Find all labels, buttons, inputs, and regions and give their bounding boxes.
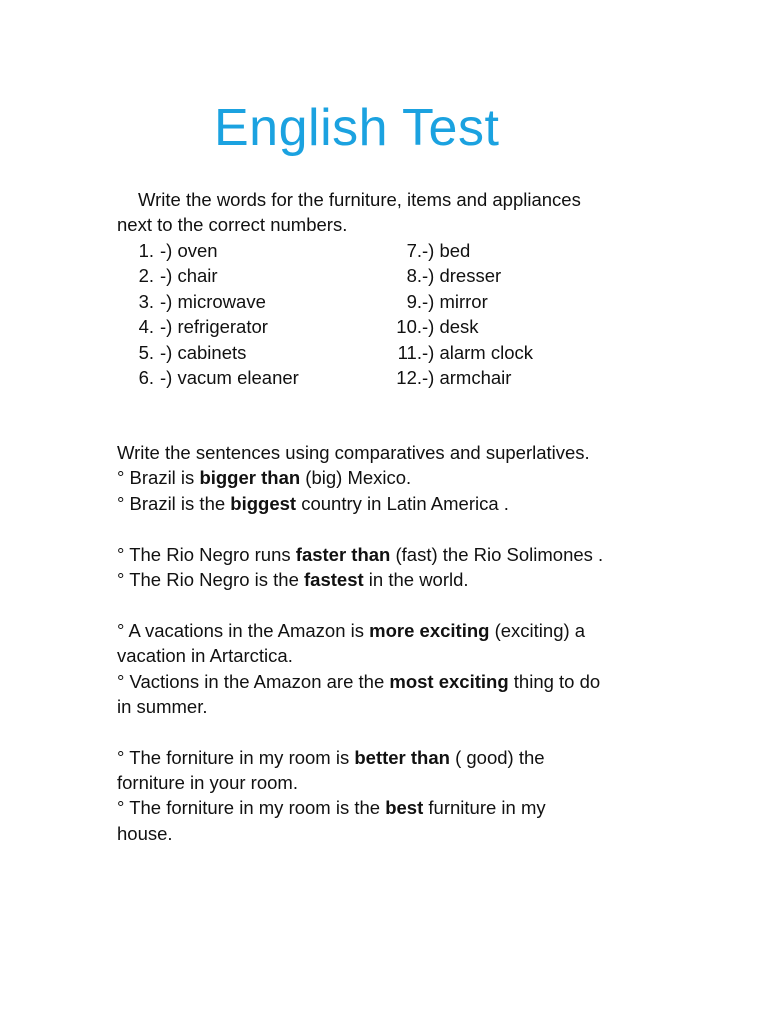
list-text: -) alarm clock — [422, 341, 534, 363]
list-number: 1. — [138, 240, 154, 261]
sentence-text: country in Latin America . — [296, 492, 509, 514]
list-item — [134, 289, 299, 314]
intro-line-1: Write the words for the furniture, items and appliances — [138, 189, 581, 210]
list-text: -) armchair — [422, 367, 512, 389]
answer-text: bigger than — [199, 467, 301, 489]
page-title: English Test — [214, 99, 500, 157]
answer-text: better than — [354, 746, 450, 768]
answer-text: best — [385, 797, 424, 819]
sentence-text: (fast) the Rio Solimones . — [390, 543, 604, 565]
answer-text: faster than — [295, 543, 391, 565]
sentence-text: ° The forniture in my room is the — [117, 797, 386, 819]
list-text: -) oven — [160, 240, 218, 261]
list-number: 10. — [396, 316, 422, 338]
list-number: 3. — [138, 290, 154, 312]
sentence-7 — [117, 745, 603, 770]
vocab-list-right — [380, 238, 533, 390]
sentence-5 — [117, 618, 603, 643]
sentence-text: in the world. — [363, 568, 469, 590]
sentence-7-continued: forniture in your room. — [117, 772, 298, 794]
list-item — [380, 238, 533, 263]
list-item — [134, 238, 299, 263]
spacer — [117, 592, 603, 617]
intro-line-2: next to the correct numbers. — [117, 214, 348, 236]
list-item — [134, 314, 299, 339]
list-item — [134, 365, 299, 390]
sentence-3 — [117, 542, 603, 567]
list-text: -) refrigerator — [160, 316, 268, 338]
list-number: 5. — [138, 341, 154, 363]
list-number: 9. — [406, 290, 422, 312]
list-number: 6. — [138, 367, 154, 389]
sentence-8-continued: house. — [117, 822, 173, 844]
sentence-text: (big) Mexico. — [300, 467, 412, 489]
sentence-2 — [117, 491, 603, 516]
sentence-text: ° The forniture in my room is — [117, 746, 355, 768]
answer-text: most exciting — [389, 670, 509, 692]
sentence-text: ° The Rio Negro is the — [117, 568, 305, 590]
list-item — [380, 314, 533, 339]
sentence-text: ° The Rio Negro runs — [117, 543, 296, 565]
sentence-text: ° Brazil is the — [117, 492, 231, 514]
list-number: 11. — [397, 341, 422, 363]
list-item — [134, 340, 299, 365]
sentence-8 — [117, 795, 603, 820]
sentence-4 — [117, 567, 603, 592]
list-item — [380, 340, 533, 365]
sentence-text: ° Brazil is — [117, 467, 200, 489]
sentence-6-continued: in summer. — [117, 695, 208, 717]
list-number: 2. — [138, 265, 154, 287]
sentence-5-continued: vacation in Artarctica. — [117, 645, 293, 667]
list-item — [380, 263, 533, 288]
spacer — [117, 516, 603, 541]
comparatives-section — [117, 440, 603, 846]
list-item — [134, 263, 299, 288]
list-text: -) desk — [422, 316, 479, 338]
list-number: 12. — [396, 367, 422, 389]
answer-text: more exciting — [369, 619, 490, 641]
list-text: -) mirror — [422, 290, 488, 312]
list-item — [380, 365, 533, 390]
section-instruction: Write the sentences using comparatives and superlatives. — [117, 442, 590, 463]
list-number: 4. — [138, 316, 154, 338]
list-text: -) chair — [160, 265, 218, 287]
vocab-list-left — [134, 238, 299, 390]
list-text: -) vacum eleaner — [160, 367, 299, 389]
sentence-text: ° A vacations in the Amazon is — [117, 619, 370, 641]
answer-text: biggest — [230, 492, 297, 514]
list-text: -) dresser — [422, 265, 502, 287]
sentence-text: thing to do — [508, 670, 601, 692]
sentence-text: ( good) the — [449, 746, 545, 768]
sentence-1 — [117, 465, 603, 490]
spacer — [117, 719, 603, 744]
list-text: -) bed — [422, 240, 471, 261]
list-text: -) cabinets — [160, 341, 247, 363]
sentence-text: (exciting) a — [489, 619, 586, 641]
answer-text: fastest — [304, 568, 364, 590]
list-item — [380, 289, 533, 314]
intro-instructions — [117, 187, 581, 238]
list-text: -) microwave — [160, 290, 266, 312]
sentence-6 — [117, 669, 603, 694]
sentence-text: furniture in my — [423, 797, 546, 819]
sentence-text: ° Vactions in the Amazon are the — [117, 670, 390, 692]
list-number: 8. — [406, 265, 422, 287]
list-number: 7. — [406, 240, 422, 261]
